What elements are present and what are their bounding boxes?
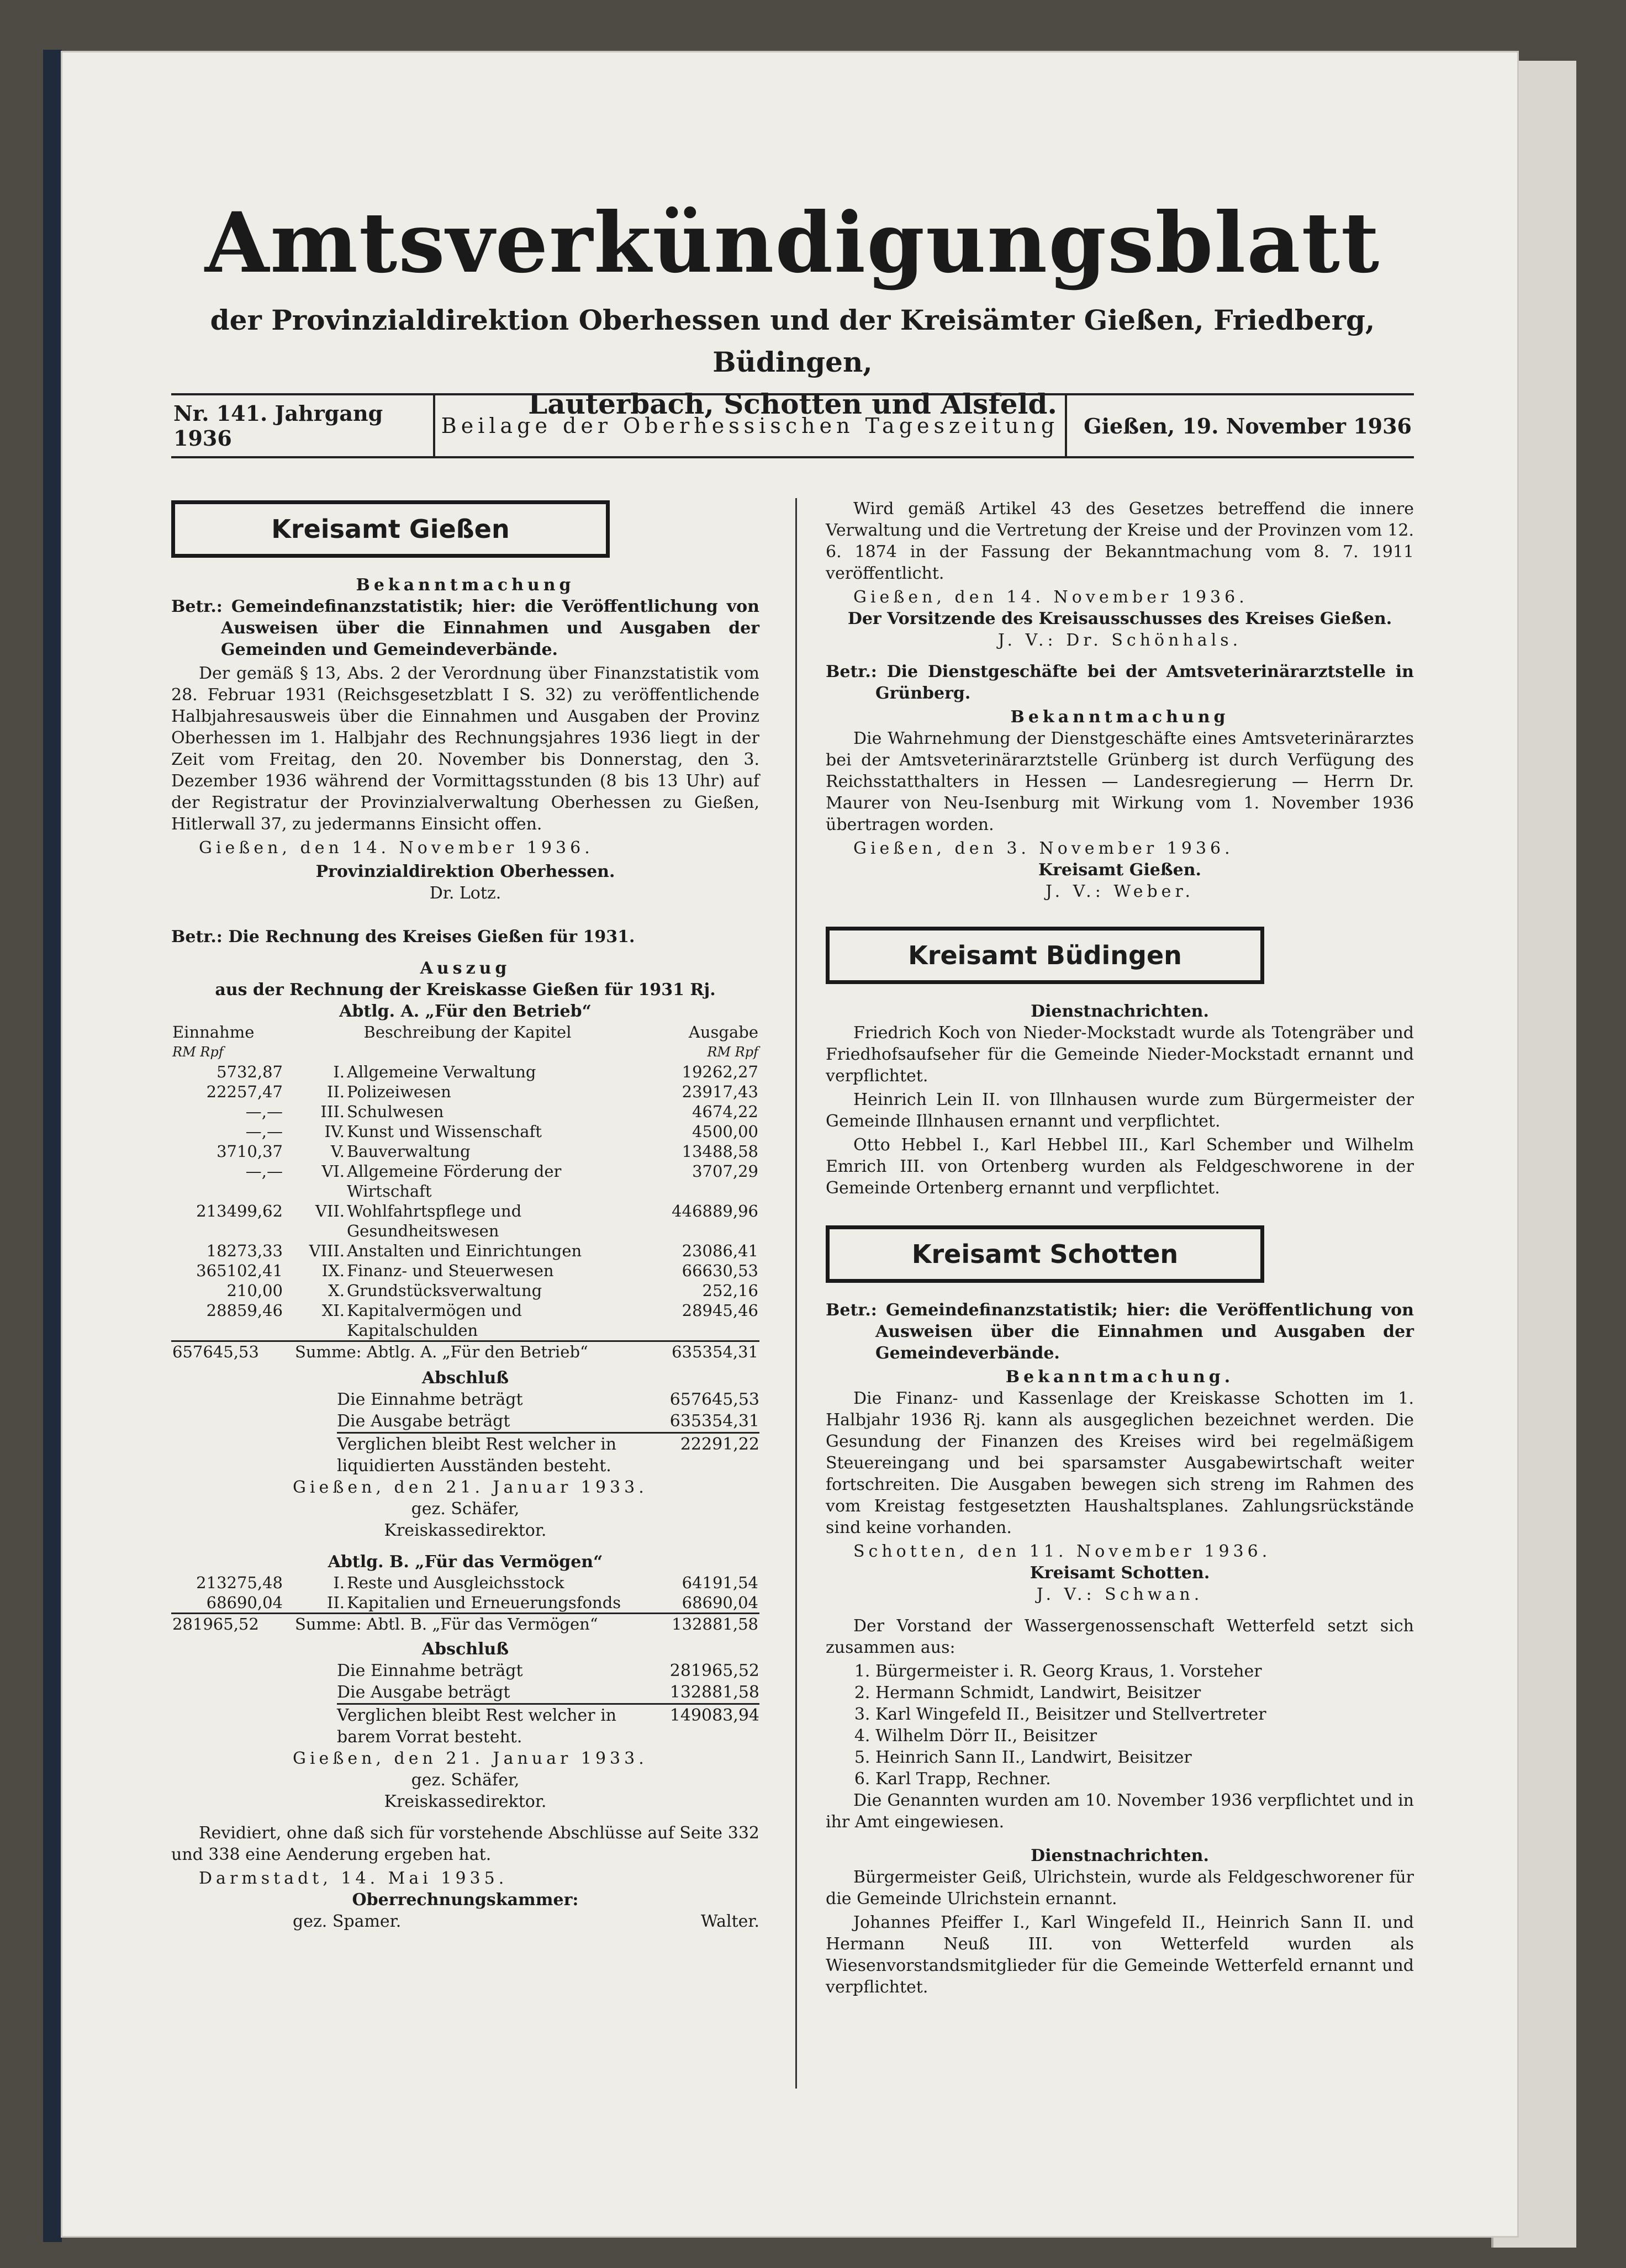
- table-a-chapter-number: III.: [320, 1102, 345, 1121]
- closing-a: [337, 1389, 759, 1477]
- table-a-expense: 13488,58: [682, 1142, 758, 1161]
- schotten-news-1: Bürgermeister Geiß, Ulrichstein, wurde als Feldgeschworener für die Gemeinde Ulrichstein ernannt.: [826, 1868, 1414, 1908]
- table-a-chapter-description: Bauverwaltung: [347, 1142, 471, 1161]
- board-member: 5. Heinrich Sann II., Landwirt, Beisitzer: [875, 1747, 1414, 1768]
- table-a-row: [171, 1300, 759, 1341]
- table-a-chapter-description: Finanz- und Steuerwesen: [347, 1261, 554, 1280]
- accounts-subject: Betr.: Die Rechnung des Kreises Gießen für 1931.: [171, 927, 635, 947]
- closing-b-income-value: 281965,52: [669, 1661, 759, 1680]
- sum-b-label: Summe: Abtl. B. „Für das Vermögen“: [294, 1614, 641, 1635]
- table-a-row: [171, 1281, 759, 1300]
- audit-signatures: [171, 1911, 759, 1932]
- sum-a-income: 657645,53: [171, 1341, 294, 1362]
- table-b-row: [171, 1573, 759, 1593]
- notice-body: Der gemäß § 13, Abs. 2 der Verordnung über Finanzstatistik vom 28. Februar 1931 (Reichsgesetzblatt I S. 32) zu veröffentlichende Halbjahresausweis über die Einnahmen und Ausgaben der Provinz Oberhessen im 1. Halbjahr des Rechnungsjahres 1936 liegt in der Zeit vom Freitag, den 20. November bis Donnerstag, den 3. Dezember 1936 während der Vormittagsstunden (8 bis 13 Uhr) auf der Registratur der Provinzialverwaltung Oberhessen zu Gießen, Hitlerwall 37, zu jedermanns Einsicht offen.: [171, 664, 759, 834]
- issue-number: Nr. 141. Jahrgang 1936: [171, 395, 435, 456]
- closing-b: [337, 1660, 759, 1748]
- schotten-heading: Bekanntmachung.: [1005, 1367, 1234, 1387]
- closing-a-signature: gez. Schäfer,: [411, 1499, 520, 1519]
- closing-b-expense-value: 132881,58: [669, 1683, 759, 1702]
- table-b-expense: 64191,54: [682, 1573, 758, 1592]
- table-a-income: 3710,37: [217, 1142, 283, 1161]
- table-a-chapter-description: Grundstücksverwaltung: [347, 1281, 542, 1300]
- section-header-budingen: Kreisamt Büdingen: [826, 927, 1264, 984]
- closing-a-rest-label: Verglichen bleibt Rest welcher in liquidierten Ausständen besteht.: [337, 1435, 617, 1476]
- col-header-expense: Ausgabe: [688, 1023, 758, 1042]
- col-header-description: Beschreibung der Kapitel: [363, 1023, 572, 1042]
- closing-b-title: Abschluß: [421, 1640, 509, 1659]
- closing-a-income-value: 657645,53: [669, 1390, 759, 1409]
- extract-heading: Auszug: [420, 959, 511, 978]
- table-a-expense: 66630,53: [682, 1261, 758, 1280]
- table-a-expense: 252,16: [702, 1281, 758, 1300]
- notice-publication-place-date: Gießen, den 14. November 1936.: [853, 588, 1248, 607]
- table-a-chapter-number: II.: [326, 1082, 345, 1101]
- board-member: 1. Bürgermeister i. R. Georg Kraus, 1. Vorsteher: [875, 1661, 1414, 1682]
- sum-a-expense: 635354,31: [641, 1341, 759, 1362]
- board-member: 3. Karl Wingefeld II., Beisitzer und Stellvertreter: [875, 1704, 1414, 1725]
- closing-b-expense-label: Die Ausgabe beträgt: [337, 1683, 510, 1702]
- vet-notice-place-date: Gießen, den 3. November 1936.: [853, 839, 1234, 858]
- closing-a-expense-value: 635354,31: [669, 1411, 759, 1431]
- table-a-expense: 446889,96: [672, 1202, 758, 1220]
- notice-publication-authority: Der Vorsitzende des Kreisausschusses des Kreises Gießen.: [847, 609, 1392, 628]
- schotten-subject: Betr.: Gemeindefinanzstatistik; hier: die Veröffentlichung von Ausweisen über die Einnahmen und Ausgaben der Gemeindeverbände.: [826, 1300, 1414, 1363]
- table-a-row: [171, 1062, 759, 1082]
- table-b-expense: 68690,04: [682, 1593, 758, 1612]
- budingen-heading: Dienstnachrichten.: [1031, 1002, 1209, 1021]
- issue-date: Gießen, 19. November 1936: [1084, 413, 1412, 438]
- table-a-chapter-number: IX.: [321, 1261, 345, 1280]
- table-a-expense: 23086,41: [682, 1241, 758, 1260]
- closing-b-signature: gez. Schäfer,: [411, 1770, 520, 1790]
- table-a-income: 213499,62: [196, 1202, 283, 1220]
- extract-subheading: aus der Rechnung der Kreiskasse Gießen für 1931 Rj.: [215, 980, 716, 1000]
- closing-b-place-date: Gießen, den 21. Januar 1933.: [293, 1749, 648, 1768]
- unit-label: RM Rpf: [172, 1044, 224, 1060]
- table-a-income: —,—: [245, 1102, 283, 1121]
- table-a-chapter-description: Allgemeine Verwaltung: [347, 1062, 536, 1081]
- accounts-table-b: [171, 1573, 759, 1634]
- board-member: 2. Hermann Schmidt, Landwirt, Beisitzer: [875, 1682, 1414, 1704]
- notice-heading: Bekanntmachung: [356, 575, 575, 595]
- schotten-news-heading: Dienstnachrichten.: [1031, 1846, 1209, 1865]
- book-spine: [43, 50, 62, 2242]
- section-header-giessen: Kreisamt Gießen: [171, 500, 610, 558]
- masthead-title: Amtsverkündigungsblatt: [204, 194, 1381, 292]
- notice-authority: Provinzialdirektion Oberhessen.: [315, 862, 615, 881]
- table-a-chapter-description: Kapitalvermögen und Kapitalschulden: [347, 1301, 522, 1340]
- notice-subject: Betr.: Gemeindefinanzstatistik; hier: die Veröffentlichung von Ausweisen über die Einnahmen und Ausgaben der Gemeinden und Gemeindeverbände.: [171, 597, 759, 659]
- vet-notice-signer: J. V.: Weber.: [1045, 882, 1195, 901]
- table-a-expense: 19262,27: [682, 1062, 758, 1081]
- notice-publication-body: Wird gemäß Artikel 43 des Gesetzes betreffend die innere Verwaltung und die Vertretung der Kreise und der Provinzen vom 12. 6. 1874 in der Fassung der Bekanntmachung vom 8. 7. 1911 veröffentlicht.: [826, 499, 1414, 583]
- table-b-chapter-number: I.: [333, 1573, 345, 1592]
- table-a-row: [171, 1102, 759, 1122]
- closing-a-place-date: Gießen, den 21. Januar 1933.: [293, 1478, 648, 1497]
- table-a-expense: 23917,43: [682, 1082, 758, 1101]
- table-a-chapter-description: Polizeiwesen: [347, 1082, 451, 1101]
- subtitle-line-1: der Provinzialdirektion Oberhessen und der Kreisämter Gießen, Friedberg, Büdingen,: [210, 304, 1375, 378]
- vet-notice-authority: Kreisamt Gießen.: [1038, 860, 1201, 880]
- table-a-chapter-description: Allgemeine Förderung der Wirtschaft: [347, 1162, 562, 1201]
- table-a-income: —,—: [245, 1162, 283, 1181]
- table-a-expense: 28945,46: [682, 1301, 758, 1320]
- schotten-authority: Kreisamt Schotten.: [1030, 1563, 1210, 1583]
- table-a-chapter-number: VII.: [315, 1202, 345, 1220]
- signature-walter: Walter.: [700, 1912, 759, 1931]
- supplement-label: Beilage der Oberhessischen Tageszeitung: [435, 395, 1067, 456]
- closing-a-title-signer: Kreiskassedirektor.: [384, 1521, 547, 1540]
- table-a-row: [171, 1241, 759, 1261]
- schotten-news-2: Johannes Pfeiffer I., Karl Wingefeld II., Heinrich Sann II. und Hermann Neuß III. von Wetterfeld wurden als Wiesenvorstandsmitglieder für die Gemeinde Wetterfeld ernannt und verpflichtet.: [826, 1913, 1414, 1997]
- table-b-chapter-description: Kapitalien und Erneuerungsfonds: [347, 1593, 621, 1612]
- notice-publication-signer: J. V.: Dr. Schönhals.: [997, 631, 1242, 650]
- closing-b-rest-label: Verglichen bleibt Rest welcher in barem Vorrat besteht.: [337, 1706, 617, 1747]
- table-a-row: [171, 1122, 759, 1141]
- schotten-place-date: Schotten, den 11. November 1936.: [853, 1542, 1271, 1561]
- closing-b-title-signer: Kreiskassedirektor.: [384, 1792, 547, 1811]
- accounts-table-a: [171, 1022, 759, 1362]
- vet-notice-subject: Betr.: Die Dienstgeschäfte bei der Amtsveterinärarztstelle in Grünberg.: [826, 662, 1414, 703]
- darmstadt-place-date: Darmstadt, 14. Mai 1935.: [199, 1869, 508, 1888]
- closing-b-income-label: Die Einnahme beträgt: [337, 1661, 523, 1680]
- table-a-expense: 3707,29: [692, 1162, 758, 1181]
- newspaper-page: [61, 51, 1519, 2238]
- table-a-income: 210,00: [226, 1281, 283, 1300]
- table-a-chapter-number: VIII.: [309, 1241, 345, 1260]
- board-member: 6. Karl Trapp, Rechner.: [875, 1768, 1414, 1790]
- table-a-row: [171, 1261, 759, 1281]
- closing-a-income-label: Die Einnahme beträgt: [337, 1390, 523, 1409]
- vet-notice-heading: Bekanntmachung: [1010, 707, 1229, 727]
- table-a-chapter-number: I.: [333, 1062, 345, 1081]
- closing-a-title: Abschluß: [421, 1368, 509, 1388]
- table-a-income: 18273,33: [206, 1241, 283, 1260]
- page-content: [171, 134, 1414, 2177]
- table-a-chapter-description: Wohlfahrtspflege und Gesundheitswesen: [347, 1202, 522, 1240]
- board-member: 4. Wilhelm Dörr II., Beisitzer: [875, 1725, 1414, 1747]
- table-a-income: —,—: [245, 1122, 283, 1141]
- table-b-income: 213275,48: [196, 1573, 283, 1592]
- table-a-income: 365102,41: [196, 1261, 283, 1280]
- table-a-row: [171, 1082, 759, 1102]
- table-a-chapter-number: IV.: [324, 1122, 345, 1141]
- vet-notice-body: Die Wahrnehmung der Dienstgeschäfte eines Amtsveterinärarztes bei der Amtsveterinärarztstelle Grünberg ist durch Verfügung des Reichsstatthalters in Hessen — Landesregierung — Herrn Dr. Maurer von Neu-Isenburg mit Wirkung vom 1. November 1936 übertragen worden.: [826, 729, 1414, 834]
- issue-info-bar: [171, 393, 1414, 458]
- budingen-news-3: Otto Hebbel I., Karl Hebbel III., Karl Schember und Wilhelm Emrich III. von Ortenberg wurden als Feldgeschworene in der Gemeinde Ortenberg ernannt und verpflichtet.: [826, 1135, 1414, 1198]
- schotten-signer: J. V.: Schwan.: [1036, 1585, 1203, 1604]
- budingen-news-2: Heinrich Lein II. von Illnhausen wurde zum Bürgermeister der Gemeinde Illnhausen ernannt und verpflichtet.: [826, 1090, 1414, 1131]
- table-a-row: [171, 1141, 759, 1161]
- part-b-title: Abtlg. B. „Für das Vermögen“: [328, 1552, 603, 1572]
- col-header-income: Einnahme: [172, 1023, 255, 1042]
- table-a-income: 22257,47: [206, 1082, 283, 1101]
- table-a-chapter-number: VI.: [321, 1162, 345, 1181]
- table-a-chapter-description: Schulwesen: [347, 1102, 444, 1121]
- board-member-list: [826, 1661, 1414, 1790]
- table-a-expense: 4500,00: [692, 1122, 758, 1141]
- left-column: [171, 498, 759, 1932]
- audit-chamber: Oberrechnungskammer:: [352, 1890, 579, 1910]
- table-a-chapter-description: Kunst und Wissenschaft: [347, 1122, 542, 1141]
- section-header-schotten: Kreisamt Schotten: [826, 1225, 1264, 1283]
- right-column: [826, 498, 1414, 2000]
- sum-a-label: Summe: Abtlg. A. „Für den Betrieb“: [294, 1341, 641, 1362]
- budingen-news-1: Friedrich Koch von Nieder-Mockstadt wurde als Totengräber und Friedhofsaufseher für die Gemeinde Nieder-Mockstadt ernannt und verpflichtet.: [826, 1023, 1414, 1086]
- board-intro: Der Vorstand der Wassergenossenschaft Wetterfeld setzt sich zusammen aus:: [826, 1616, 1414, 1657]
- revision-note: Revidiert, ohne daß sich für vorstehende Abschlüsse auf Seite 332 und 338 eine Aenderung ergeben hat.: [171, 1823, 759, 1864]
- subtitle-line-2: Lauterbach, Schotten und Alsfeld.: [528, 388, 1057, 420]
- table-a-chapter-number: V.: [330, 1142, 345, 1161]
- closing-a-expense-label: Die Ausgabe beträgt: [337, 1411, 510, 1431]
- table-a-income: 5732,87: [217, 1062, 283, 1081]
- closing-b-rest-value: 149083,94: [669, 1706, 759, 1725]
- notice-signer: Dr. Lotz.: [429, 884, 501, 903]
- table-b-row: [171, 1593, 759, 1614]
- table-a-income: 28859,46: [206, 1301, 283, 1320]
- notice-place-date: Gießen, den 14. November 1936.: [199, 838, 594, 858]
- column-divider: [795, 498, 797, 2089]
- closing-a-rest-value: 22291,22: [680, 1435, 759, 1454]
- table-a-row: [171, 1201, 759, 1241]
- part-a-title: Abtlg. A. „Für den Betrieb“: [339, 1002, 592, 1021]
- table-a-expense: 4674,22: [692, 1102, 758, 1121]
- signature-spamer: gez. Spamer.: [293, 1912, 402, 1931]
- table-b-chapter-number: II.: [326, 1593, 345, 1612]
- table-a-chapter-number: X.: [328, 1281, 345, 1300]
- table-b-chapter-description: Reste und Ausgleichsstock: [347, 1573, 564, 1592]
- table-a-chapter-number: XI.: [321, 1301, 345, 1320]
- schotten-body: Die Finanz- und Kassenlage der Kreiskasse Schotten im 1. Halbjahr 1936 Rj. kann als ausgeglichen bezeichnet werden. Die Gesundung der Finanzen des Kreises wird bei regelmäßigem Steuereingang und bei sparsamster Ausgabewirtschaft weiter fortschreiten. Die Ausgaben bewegen sich streng im Rahmen des vom Kreistag festgesetzten Haushaltsplanes. Zahlungsrückstände sind keine vorhanden.: [826, 1389, 1414, 1537]
- table-a-row: [171, 1161, 759, 1201]
- table-b-income: 68690,04: [206, 1593, 283, 1612]
- board-outro: Die Genannten wurden am 10. November 1936 verpflichtet und in ihr Amt eingewiesen.: [826, 1791, 1414, 1832]
- sum-b-expense: 132881,58: [641, 1614, 759, 1635]
- sum-b-income: 281965,52: [171, 1614, 294, 1635]
- unit-label: RM Rpf: [707, 1044, 758, 1060]
- table-a-chapter-description: Anstalten und Einrichtungen: [347, 1241, 582, 1260]
